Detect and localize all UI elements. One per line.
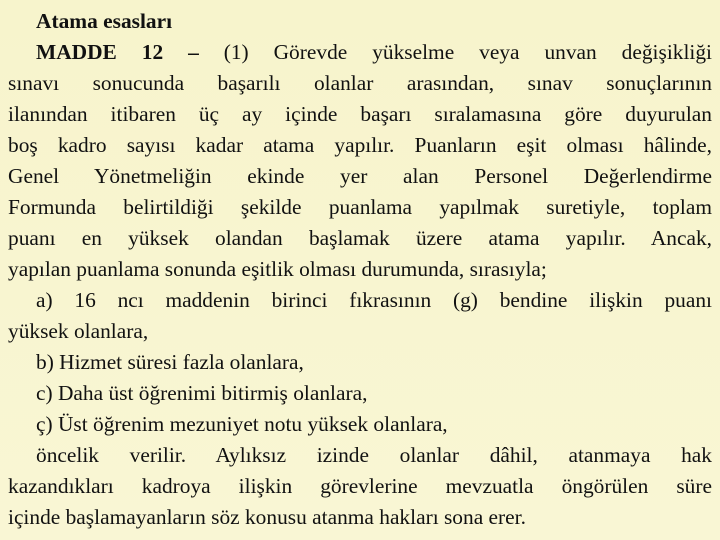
article-first-line-text: (1) Görevde yükselme veya unvan değişikliği [198,40,712,64]
list-item-b: b) Hizmet süresi fazla olanlara, [36,350,304,374]
list-item-a-line: a) 16 ncı maddenin birinci fıkrasının (g) bendine ilişkin puanı [36,288,712,312]
paragraph-line: yapılan puanlama sonunda eşitlik olması durumunda, sırasıyla; [8,257,547,281]
article-label: MADDE 12 – [36,40,199,64]
list-item-a-continuation: yüksek olanlara, [8,319,149,343]
paragraph-line: ilanından itibaren üç ay içinde başarı sıralamasına göre duyurulan [8,102,712,126]
list-item-c: c) Daha üst öğrenimi bitirmiş olanlara, [36,381,368,405]
closing-line: kazandıkları kadroya ilişkin görevlerine mevzuatla öngörülen süre [8,474,712,498]
section-heading: Atama esasları [36,9,173,33]
paragraph-line: boş kadro sayısı kadar atama yapılır. Puanların eşit olması hâlinde, [8,133,712,157]
paragraph-line: Formunda belirtildiği şekilde puanlama yapılmak suretiyle, toplam [8,195,712,219]
paragraph-line: sınavı sonucunda başarılı olanlar arasından, sınav sonuçlarının [8,71,712,95]
article-first-line [8,37,712,68]
paragraph-line: puanı en yüksek olandan başlamak üzere atama yapılır. Ancak, [8,226,712,250]
closing-line: içinde başlamayanların söz konusu atanma hakları sona erer. [8,505,526,529]
paragraph-line: Genel Yönetmeliğin ekinde yer alan Personel Değerlendirme [8,164,712,188]
list-item-c-cedilla: ç) Üst öğrenim mezuniyet notu yüksek olanlara, [36,412,448,436]
closing-line: öncelik verilir. Aylıksız izinde olanlar dâhil, atanmaya hak [36,443,712,467]
